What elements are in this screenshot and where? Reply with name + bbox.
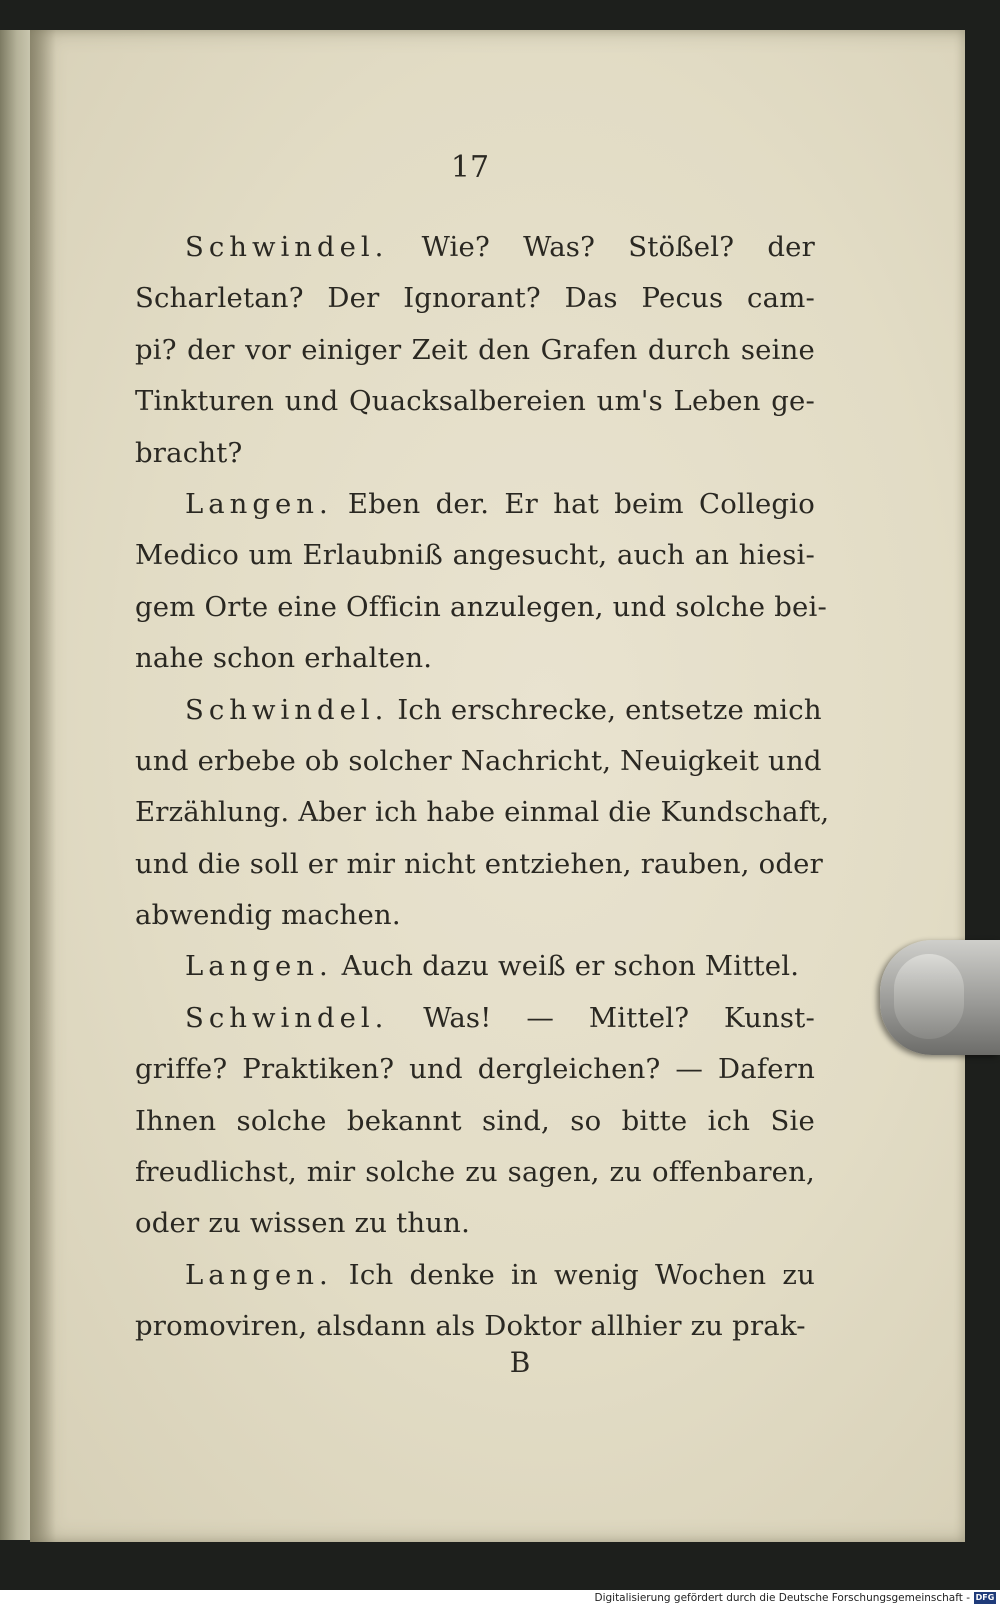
page-text xyxy=(135,222,830,1353)
footer-bar xyxy=(0,1590,1000,1606)
line-text: Ihnen solche bekannt sind, so bitte ich Sie xyxy=(135,1104,815,1137)
text-line xyxy=(135,428,815,479)
line-text: abwendig machen. xyxy=(135,899,401,932)
line-text: Ich erschrecke, entsetze mich xyxy=(388,693,822,726)
text-line xyxy=(135,1147,815,1198)
speaker-name: Schwindel. xyxy=(185,1001,389,1034)
text-line xyxy=(135,530,815,581)
line-text: griffe? Praktiken? und dergleichen? — Dafern xyxy=(135,1053,815,1086)
line-text: Wie? Was? Stößel? der xyxy=(388,231,815,263)
text-line xyxy=(135,1301,815,1352)
text-line xyxy=(135,993,815,1044)
page-clip-bookmark xyxy=(880,940,1000,1055)
line-text: freudlichst, mir solche zu sagen, zu offenbaren, xyxy=(135,1156,815,1189)
line-text: Eben der. Er hat beim Collegio xyxy=(332,487,815,520)
text-line xyxy=(135,890,815,941)
line-text: gem Orte eine Officin anzulegen, und solche bei- xyxy=(135,590,827,623)
speaker-name: Schwindel. xyxy=(185,231,389,263)
speaker-name: Langen. xyxy=(185,950,333,983)
line-text: Ich denke in wenig Wochen zu xyxy=(332,1258,815,1291)
line-text: Auch dazu weiß er schon Mittel. xyxy=(332,950,800,983)
line-text: Tinkturen und Quacksalbereien um's Leben ge- xyxy=(135,385,815,418)
line-text: bracht? xyxy=(135,436,243,469)
text-line xyxy=(135,839,823,890)
line-text: und die soll er mir nicht entziehen, rauben, oder xyxy=(135,847,823,880)
speaker-name: Schwindel. xyxy=(185,693,389,726)
text-line xyxy=(135,787,830,838)
text-line xyxy=(135,1198,815,1249)
speaker-name: Langen. xyxy=(185,1258,333,1291)
line-text: nahe schon erhalten. xyxy=(135,642,433,675)
text-line xyxy=(135,941,815,992)
text-line xyxy=(135,736,822,787)
text-line xyxy=(135,376,815,427)
text-line xyxy=(135,582,827,633)
funding-credit: Digitalisierung gefördert durch die Deutsche Forschungsgemeinschaft - xyxy=(594,1592,970,1604)
line-text: pi? der vor einiger Zeit den Grafen durch seine xyxy=(135,333,815,366)
line-text: und erbebe ob solcher Nachricht, Neuigkeit und xyxy=(135,744,822,777)
text-line xyxy=(135,222,815,273)
dfg-logo: DFG xyxy=(975,1593,995,1602)
line-text: Scharletan? Der Ignorant? Das Pecus cam- xyxy=(135,282,815,315)
line-text: Erzählung. Aber ich habe einmal die Kundschaft, xyxy=(135,796,830,829)
page-number: 17 xyxy=(450,150,490,185)
text-line xyxy=(135,273,815,324)
line-text: oder zu wissen zu thun. xyxy=(135,1207,471,1240)
signature-mark: B xyxy=(509,1346,531,1379)
line-text: promoviren, alsdann als Doktor allhier zu prak- xyxy=(135,1310,806,1343)
text-line xyxy=(135,479,815,530)
line-text: Was! — Mittel? Kunst- xyxy=(388,1001,815,1034)
text-line xyxy=(135,325,815,376)
line-text: Medico um Erlaubniß angesucht, auch an hiesi- xyxy=(135,539,815,572)
page-gutter-shadow xyxy=(30,30,56,1542)
text-line xyxy=(135,633,815,684)
speaker-name: Langen. xyxy=(185,487,333,520)
text-line xyxy=(135,685,822,736)
text-line xyxy=(135,1096,815,1147)
text-line xyxy=(135,1044,815,1095)
text-line xyxy=(135,1250,815,1301)
